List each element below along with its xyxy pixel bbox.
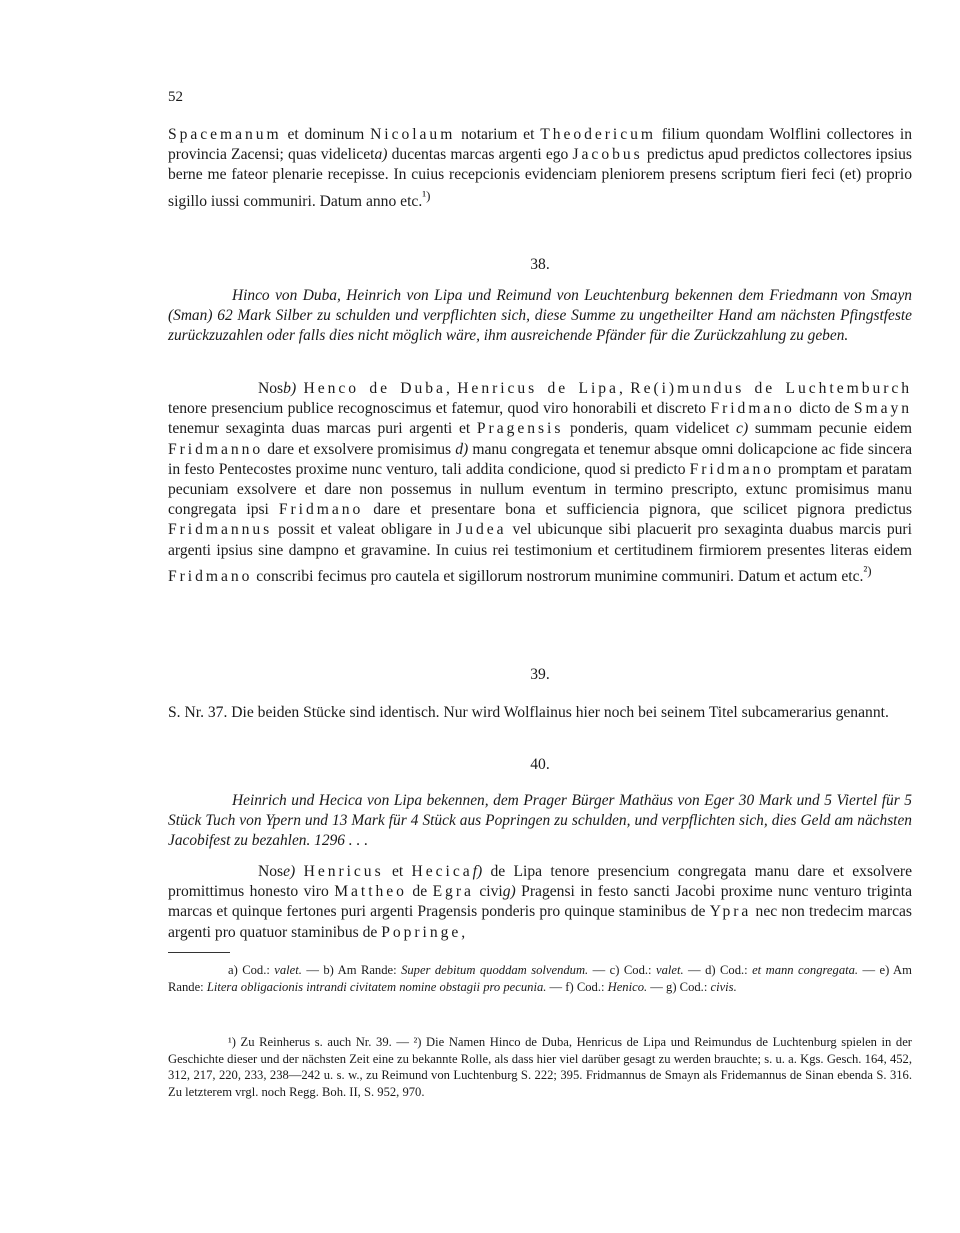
footnote-ref-2: ²) (863, 562, 872, 578)
mark-g: g) (502, 883, 516, 901)
mark-b: b) (283, 380, 297, 397)
name-nicolaum: Nicolaum (370, 126, 456, 143)
name-ypra: Ypra (709, 903, 752, 921)
name-henco: Henco de Duba (303, 380, 446, 397)
name-egra: Egra (432, 883, 474, 901)
mark-f: f) (472, 863, 483, 880)
mark-c: c) (736, 420, 749, 438)
mark-d: d) (455, 440, 469, 458)
footnote-separator (168, 952, 230, 953)
name-fridmannus: Fridmannus (168, 521, 273, 539)
name-fridmano-3: Fridmano (278, 501, 364, 519)
name-jacobus: Jacobus (572, 146, 643, 164)
intro-paragraph (168, 125, 912, 212)
entry-number-38: 38. (530, 256, 550, 273)
name-hecica: Hecica (411, 863, 473, 880)
entry-39-text: S. Nr. 37. Die beiden Stücke sind identisch. Nur wird Wolflainus hier noch bei seinem Titel subcamerarius genannt. (168, 704, 889, 721)
entry-40-text: Nose) Henricus et Hecicaf) de Lipa tenore presencium congregata manu dare et exsolvere promittimus honesto viro Mattheo de Egra civig) Pragensi in festo sancti Jacobi proxime nunc venturo triginta marcas et quinque fertones puri argenti Pragensis ponderis pro quinque staminibus de Ypra nec non tredecim marcas argenti pro quatuor staminibus de Popringe, (168, 863, 913, 941)
footnote-text: ¹) Zu Reinherus s. auch Nr. 39. — ²) Die Namen Hinco de Duba, Henricus de Lipa und Reimundus de Luchtenburg spielen in der Geschichte dieser und der nächsten Zeit eine zu bekannte Rolle, als dass hier viel darüber gesagt zu werden brauchte; s. u. a. Kgs. Gesch. 164, 452, 312, 217, 220, 233, 238—242 u. s. w., zu Reimund von Luchtenburg S. 222; 395. Fridmannus de Smayn als Fridemannus de Sinan ebenda S. 316. Zu letzterem vrgl. noch Regg. Boh. II, S. 952, 970. (168, 1035, 912, 1099)
name-mattheo: Mattheo (334, 883, 407, 901)
entry-40-summary: Heinrich und Hecica von Lipa bekennen, dem Prager Bürger Mathäus von Eger 30 Mark und 5 Viertel für 5 Stück Tuch von Ypern und 13 Mark für 4 Stück aus Popringen zu schulden, und verpflichten sich, dies Geld am nächsten Jacobifest zu bezahlen. 1296 . . . (168, 792, 912, 850)
page-number: 52 (168, 89, 183, 105)
name-fridmano-2: Fridmano (689, 460, 774, 478)
critical-apparatus: a) Cod.: valet. — b) Am Rande: Super debitum quoddam solvendum. — c) Cod.: valet. — d) Cod.: et mann congregata. — e) Am Rande: Litera obligacionis intrandi civitatem nomine obstagii pro pecunia. — f) Cod.: Henico. — g) Cod.: civis. (168, 963, 912, 994)
name-popringe: Popringe, (381, 923, 469, 941)
entry-38-summary: Hinco von Duba, Heinrich von Lipa und Reimund von Leuchtenburg bekennen dem Friedmann von Smayn (Sman) 62 Mark Silber zu schulden und verpflichten sich, diese Summe zu ungetheilter Hand am nächsten Pfingstfeste zurückzuzahlen oder falls dies nicht möglich wäre, ihm ausreichende Pfänder für die Zurückzahlung zu geben. (168, 287, 912, 345)
footnote-ref-1: ¹) (422, 187, 431, 203)
name-fridmano-4: Fridmano (168, 568, 253, 586)
name-theodericum: Theodericum (540, 126, 656, 143)
footnotes (168, 1034, 912, 1100)
name-spacemanum: Spacemanum (168, 126, 282, 143)
entry-number-39: 39. (530, 666, 550, 683)
name-henricus-2: Henricus (303, 863, 384, 880)
name-judea: Judea (456, 521, 507, 539)
name-pragensis: Pragensis (476, 420, 564, 438)
name-reimundus: Re(i)mundus de Luchtemburch (630, 380, 913, 397)
name-fridmanno: Fridmanno (168, 440, 264, 458)
name-fridmano: Fridmano (710, 400, 795, 418)
name-smayn: Smayn (853, 400, 913, 418)
entry-38-text: Nosb) Henco de Duba, Henricus de Lipa, Re(i)mundus de Luchtemburch tenore presencium publice recognoscimus et fatemur, quod viro honorabili et discreto Fridmano dicto de Smayn tenemur sexaginta duas marcas puri argenti et Pragensis ponderis, quam videlicet c) summam pecunie eidem Fridmanno dare et exsolvere promisimus d) manu congregata et tenemur absque omni dolicapcione ac fide sincera in festo Pentecostes proxime nunc venturo, tali addita condicione, quod si predicto Fridmano promptam et paratam pecuniam exsolvere et dare non possemus in nullum eventum in termino prescripto, extunc promisimus manu congregata ipsi Fridmano dare et presentare bona et sufficiencia pignora, que scilicet pignora predictus Fridmannus possit et valeat obligare in Judea vel ubicunque sibi placuerit pro sexaginta duabus marcis puri argenti ipsius sine dampno et gravamine. In cuius rei testimonium et certitudinem firmiorem presentes literas eidem Fridmano conscribi fecimus pro cautela et sigillorum nostrorum munimine communiri. Datum et actum etc.$^{^2)}$ (168, 380, 913, 586)
mark-a: a) (374, 146, 388, 164)
entry-number-40: 40. (530, 756, 550, 773)
intro-text: Spacemanum et dominum Nicolaum notarium et Theodericum filium quondam Wolflini collectores in provincia Zacensi; quas videliceta) ducentas marcas argenti ego Jacobus predictus apud predictos collectores ipsius berne me fateor plenarie recepisse. In cuius recepcionis evidenciam pleniorem presens scriptum fieri feci (et) proprio sigillo iussi communiri. Datum anno etc.$^{^1)}$ (168, 126, 913, 210)
name-henricus: Henricus de Lipa (457, 380, 619, 397)
mark-e: e) (283, 863, 296, 880)
